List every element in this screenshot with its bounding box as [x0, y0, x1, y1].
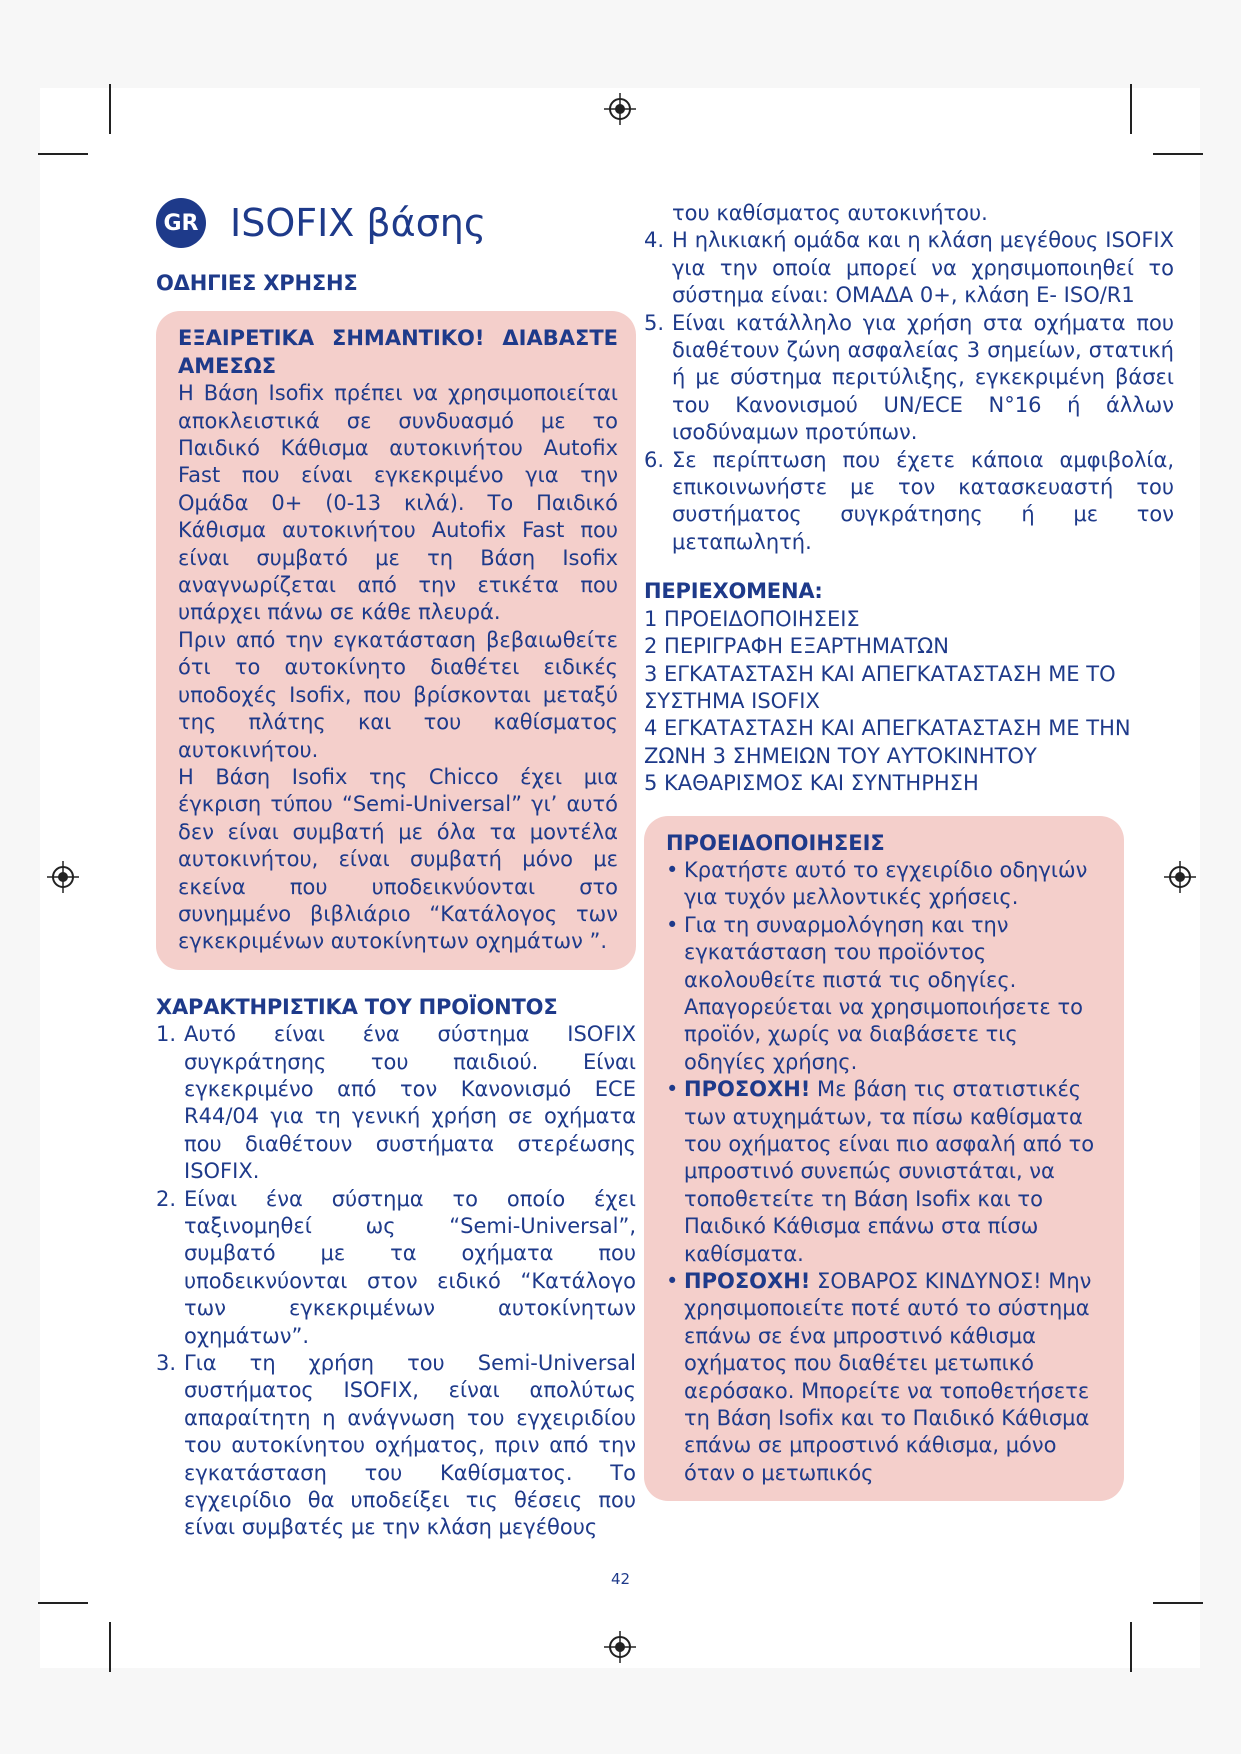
left-column — [156, 270, 636, 1542]
important-paragraph: Η Βάση Isofix πρέπει να χρησιμοποιείται αποκλειστικά σε συνδυασμό με το Παιδικό Κάθισμα αυτοκινήτου Autofix Fast που είναι εγκεκριμένο για την Ομάδα 0+ (0-13 κιλά). Το Παιδικό Κάθισμα αυτοκινήτου Autofix Fast που είναι συμβατό με τη Βάση Isofix αναγνωρίζεται από την ετικέτα που υπάρχει πάνω σε κάθε πλευρά. — [178, 381, 618, 625]
warnings-box — [644, 816, 1124, 1502]
contents-item: 4 ΕΓΚΑΤΑΣΤΑΣΗ ΚΑΙ ΑΠΕΓΚΑΤΑΣΤΑΣΗ ΜΕ ΤΗΝ ΖΩΝΗ 3 ΣΗΜΕΙΩΝ ΤΟΥ ΑΥΤΟΚΙΝΗΤΟΥ — [644, 716, 1131, 768]
contents-heading: ΠΕΡΙΕΧΟΜΕΝΑ: — [644, 579, 823, 604]
warnings-list — [666, 857, 1106, 1487]
features-list-continued — [644, 227, 1174, 556]
crop-mark — [38, 1602, 88, 1604]
list-item: • Κρατήστε αυτό το εγχειρίδιο οδηγιών για τυχόν μελλοντικές χρήσεις. — [666, 857, 1088, 910]
contents-item: 5 ΚΑΘΑΡΙΣΜΟΣ ΚΑΙ ΣΥΝΤΗΡΗΣΗ — [644, 771, 979, 796]
crop-mark — [1130, 84, 1132, 134]
crop-mark — [38, 153, 88, 155]
important-paragraph: Η Βάση Isofix της Chicco έχει μια έγκριση τύπου “Semi-Universal” γι’ αυτό δεν είναι συμβατή με όλα τα μοντέλα αυτοκινήτου, είναι συμβατή μόνο με εκείνα που υποδεικνύονται στο συνημμένο βιβλιάριο “Κατάλογος των εγκεκριμένων αυτοκίνητων οχημάτων ”. — [178, 764, 618, 954]
right-column — [644, 200, 1174, 1501]
contents-item: 1 ΠΡΟΕΙΔΟΠΟΙΗΣΕΙΣ — [644, 606, 860, 631]
list-item: 1. Αυτό είναι ένα σύστημα ISOFIX συγκράτησης του παιδιού. Είναι εγκεκριμένο από τον Κανονισμό ECE R44/04 για τη γενική χρήση σε οχήματα που διαθέτουν συστήματα στερέωσης ISOFIX. — [156, 1022, 636, 1184]
registration-mark-icon — [603, 92, 637, 126]
list-item: 5. Είναι κατάλληλο για χρήση στα οχήματα που διαθέτουν ζώνη ασφαλείας 3 σημείων, στατική ή με σύστημα περιτύλιξης, εγκεκριμένη βάσει του Κανονισμού UN/ECE N°16 ή άλλων ισοδύναμων προτύπων. — [644, 310, 1174, 445]
continuation-text: του καθίσματος αυτοκινήτου. — [672, 201, 988, 225]
features-list — [156, 1021, 636, 1542]
list-item: • ΠΡΟΣΟΧΗ! ΣΟΒΑΡΟΣ ΚΙΝΔΥΝΟΣ! Μην χρησιμοποιείτε ποτέ αυτό το σύστημα επάνω σε ένα μπροστινό κάθισμα οχήματος που διαθέτει μετωπικό αερόσακο. Μπορείτε να τοποθετήσετε τη Βάση Isofix και το Παιδικό Κάθισμα επάνω σε μπροστινό κάθισμα, μόνο όταν ο μετωπικός — [666, 1269, 1092, 1485]
contents-item: 2 ΠΕΡΙΓΡΑΦΗ ΕΞΑΡΤΗΜΑΤΩΝ — [644, 634, 949, 659]
list-item: 2. Είναι ένα σύστημα το οποίο έχει ταξινομηθεί ως “Semi-Universal”, συμβατό με τα οχήματα που υποδεικνύονται στον ειδικό “Κατάλογο των εγκεκριμένων αυτοκίνητων οχημάτων”. — [156, 1186, 636, 1348]
list-item: • Για τη συναρμολόγηση και την εγκατάσταση του προϊόντος ακολουθείτε πιστά τις οδηγίες. Απαγορεύεται να χρησιμοποιήσετε το προϊόν, χωρίς να διαβάσετε τις οδηγίες χρήσης. — [666, 912, 1083, 1074]
page-number: 42 — [610, 1570, 631, 1588]
instructions-heading: ΟΔΗΓΙΕΣ ΧΡΗΣΗΣ — [156, 271, 358, 295]
crop-mark — [1153, 153, 1203, 155]
registration-mark-icon — [46, 860, 80, 894]
warnings-title: ΠΡΟΕΙΔΟΠΟΙΗΣΕΙΣ — [666, 830, 885, 855]
contents-item: 3 ΕΓΚΑΤΑΣΤΑΣΗ ΚΑΙ ΑΠΕΓΚΑΤΑΣΤΑΣΗ ΜΕ ΤΟ ΣΥΣΤΗΜΑ ISOFIX — [644, 661, 1116, 713]
contents-list — [644, 606, 1174, 798]
important-notice-title: ΕΞΑΙΡΕΤΙΚΑ ΣΗΜΑΝΤΙΚΟ! ΔΙΑΒΑΣΤΕ ΑΜΕΣΩΣ — [178, 326, 618, 378]
list-item: 3. Για τη χρήση του Semi-Universal συστήματος ISOFIX, είναι απολύτως απαραίτητη η ανάγνωση του εγχειριδίου του αυτοκίνητου οχήματος, πριν από την εγκατάσταση του Καθίσματος. Το εγχειρίδιο θα υποδείξει τις θέσεις που είναι συμβατές με την κλάση μεγέθους — [156, 1351, 636, 1540]
important-notice-box — [156, 311, 636, 969]
page-title: ISOFIX βάσης — [230, 201, 487, 245]
crop-mark — [109, 84, 111, 134]
important-paragraph: Πριν από την εγκατάσταση βεβαιωθείτε ότι το αυτοκίνητο διαθέτει ειδικές υποδοχές Isofix, που βρίσκονται μεταξύ της πλάτης και του καθίσματος αυτοκινήτου. — [178, 627, 618, 762]
list-item: 4. Η ηλικιακή ομάδα και η κλάση μεγέθους ISOFIX για την οποία μπορεί να χρησιμοποιηθεί το σύστημα είναι: ΟΜΑΔΑ 0+, κλάση E- ISO/R1 — [644, 228, 1174, 308]
warning-label: ΠΡΟΣΟΧΗ! — [684, 1077, 811, 1102]
list-item: 6. Σε περίπτωση που έχετε κάποια αμφιβολία, επικοινωνήστε με τον κατασκευαστή του συστήματος συγκράτησης ή με τον μεταπωλητή. — [644, 447, 1174, 554]
crop-mark — [1153, 1602, 1203, 1604]
registration-mark-icon — [603, 1630, 637, 1664]
warning-label: ΠΡΟΣΟΧΗ! — [684, 1269, 811, 1294]
features-heading: ΧΑΡΑΚΤΗΡΙΣΤΙΚΑ ΤΟΥ ΠΡΟΪΟΝΤΟΣ — [156, 994, 558, 1019]
document-header — [156, 196, 486, 250]
language-badge: GR — [156, 198, 206, 248]
list-item: • ΠΡΟΣΟΧΗ! Με βάση τις στατιστικές των ατυχημάτων, τα πίσω καθίσματα του οχήματος είναι πιο ασφαλή από το μπροστινό συνεπώς συνιστάται, να τοποθετείτε τη Βάση Isofix και το Παιδικό Κάθισμα επάνω στα πίσω καθίσματα. — [666, 1077, 1095, 1266]
crop-mark — [1130, 1622, 1132, 1672]
crop-mark — [109, 1622, 111, 1672]
